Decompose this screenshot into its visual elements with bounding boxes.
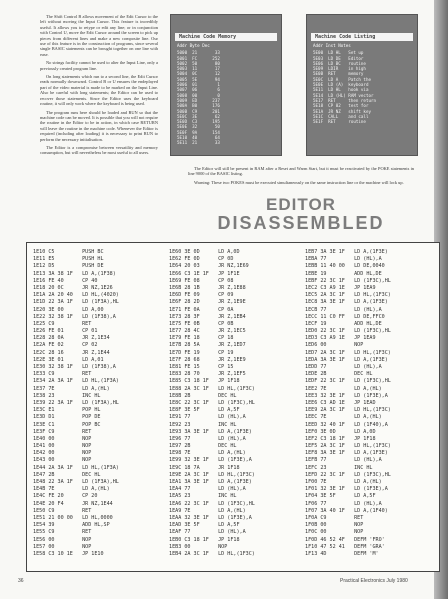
page-number: 36 [18, 578, 24, 584]
listing-line: 1EDF 22 3C 1F LD (1F3C),HL [305, 378, 391, 385]
listing-line: 1ED3 C3 A9 1E JP 1EA9 [305, 335, 376, 342]
listing-line: 1E37 7E LD A,(HL) [33, 385, 110, 392]
listing-line: 1EA5 23 INC HL [169, 493, 237, 500]
listing-line: 1E10 C5 PUSH BC [33, 249, 104, 255]
listing-line: 1EBE 19 ADD HL,DE [305, 270, 382, 277]
article-body-text [40, 14, 158, 264]
listing-line: 1E43 00 NOP [33, 457, 92, 464]
listing-line: 1E40 00 NOP [33, 435, 92, 442]
listing-line: 1ED7 2A 3C 1F LD HL,(1F3C) [305, 349, 391, 356]
listing-line: 1E42 00 NOP [33, 450, 92, 457]
listing-line: 1E38 23 INC HL [33, 392, 101, 399]
screen-row: 5008 00 0 [177, 92, 220, 98]
listing-line: 1ED6 00 NOP [305, 342, 364, 349]
listing-line: 1E1A 2A 20 40 LD HL,(4020) [33, 292, 119, 299]
screen-row: 5E06 LD BC routine [313, 60, 366, 66]
title-line-editor: EDITOR [266, 195, 336, 214]
listing-line: 1EAF 77 LD (HL),A [169, 529, 246, 536]
screen-subheader: Addr Byte Dec [177, 43, 210, 48]
listing-line: 1E3E C1 POP BC [33, 421, 101, 428]
listing-line: 1E73 28 3F JR Z,1EB4 [169, 313, 246, 320]
listing-line: 1E88 2A 3C 1F LD HL,(1F3C) [169, 385, 255, 392]
screen-row: 5E1F RET routine [313, 119, 366, 125]
listing-line: 1E3F C9 RET [33, 428, 92, 435]
listing-line: 1E41 00 NOP [33, 443, 92, 450]
screen-rows [307, 48, 417, 126]
listing-line: 1EF5 2A 3C 1F LD HL,(1F3C) [305, 443, 391, 450]
listing-line: 1EE2 7E LD A,(HL) [305, 385, 382, 392]
screen-row: 5002 50 80 [177, 60, 220, 66]
listing-line: 1F01 32 3E 1F LD (1F3E),A [305, 486, 388, 493]
listing-line: 1ED0 22 3C 1F LD (1F3C),HL [305, 328, 391, 335]
screen-row: 5006 01 1 [177, 82, 220, 88]
listing-line: 1E9E 2A 3C 1F LD HL,(1F3C) [169, 471, 255, 478]
listing-line: 1E58 C3 10 1E JP 1E10 [33, 550, 104, 557]
screen-row: 5004 0C 12 [177, 71, 220, 77]
listing-line: 1E39 22 3A 1F LD (1F3A),HL [33, 399, 119, 406]
screen-header: Machine Code Listing [311, 33, 413, 41]
title-line-disassembled: DISASSEMBLED [217, 213, 385, 233]
listing-line: 1E98 7E LD A,(HL) [169, 450, 246, 457]
listing-line: 1E16 FE 40 CP 40 [33, 277, 98, 284]
screen-row: 5E0F 9A 154 [177, 129, 220, 135]
listing-line: 1EDD 77 LD (HL),A [305, 364, 382, 370]
listing-line: 1E25 C9 RET [33, 320, 92, 327]
screen-row: 5E0B RET memory [313, 71, 364, 77]
screen-row: 5E11 LD HL hook via [313, 87, 369, 93]
listing-line: 1E6F 28 2D JR Z,1E9E [169, 299, 246, 306]
screen-row: 5E0D C3 195 [177, 119, 220, 125]
listing-line: 1F00 7E LD A,(HL) [305, 479, 382, 485]
listing-line: 1E93 3A 3E 1F LD A,(1F3E) [169, 428, 252, 435]
listing-line: 1F0B 00 NOP [305, 522, 364, 529]
listing-line: 1E3D D1 POP DE [33, 414, 101, 421]
screen-row: 5E1C CALL and call [313, 113, 369, 119]
listing-line: 1F07 3A 40 1F LD A,(1F40) [305, 507, 388, 514]
listing-line: 1E81 FE 15 CP 15 [169, 364, 234, 370]
listing-line: 1E28 28 0A JR Z,1E34 [33, 335, 110, 342]
listing-line: 1F06 77 LD (HL),A [305, 500, 382, 507]
listing-line: 1EB7 3A 3E 1F LD A,(1F3E) [305, 249, 388, 255]
listing-line: 1EA6 22 3C 1F LD (1F3C),HL [169, 500, 255, 507]
listing-line: 1ECC 11 C0 FF LD DE,FFC0 [305, 313, 385, 320]
listing-line: 1EDA 3A 3E 1F LD A,(1F3E) [305, 356, 388, 363]
screen-row: 5E1A JR NZ shift key [313, 108, 371, 114]
screen-row: 5E0C 3E 62 [177, 113, 220, 119]
listing-line: 1E79 FE 18 CP 18 [169, 335, 234, 342]
listing-line: 1EBB 11 40 00 LD DE,0040 [305, 263, 385, 270]
listing-line: 1ECB 77 LD (HL),A [305, 306, 382, 313]
screen-header: Machine Code Memory [175, 33, 277, 41]
listing-line: 1E1D 22 3A 1F LD (1F3A),HL [33, 299, 119, 306]
listing-line: 1E47 2B DEC HL [33, 471, 101, 478]
listing-line: 1E64 20 03 JR NZ,1E69 [169, 263, 249, 270]
listing-line: 1E92 23 INC HL [169, 421, 237, 428]
listing-line: 1E62 FE 0D CP 0D [169, 256, 234, 263]
listing-line: 1EC5 2A 3C 1F LD HL,(1F3C) [305, 292, 391, 299]
listing-line: 1E85 C3 18 1F JP 1F18 [169, 378, 240, 385]
listing-line: 1EFD 22 3C 1F LD (1F3C),HL [305, 471, 391, 478]
listing-line: 1E12 D5 PUSH DE [33, 263, 104, 270]
listing-line: 1E8F 3E 5F LD A,5F [169, 407, 240, 414]
listing-line: 1E99 32 3E 1F LD (1F3E),A [169, 457, 252, 464]
listing-line: 1EBF 22 3C 1F LD (1F3C),HL [305, 277, 391, 284]
listing-line: 1EFC 23 INC HL [305, 464, 373, 471]
listing-line: 1E51 21 00 00 LD HL,0000 [33, 514, 113, 521]
screen-photo-memory [170, 14, 282, 156]
listing-line: 1EC2 C3 A9 1E JP 1EA9 [305, 284, 376, 291]
article-title [178, 196, 424, 233]
listing-line: 1E26 FE 01 CP 01 [33, 328, 98, 335]
screen-row: 5E0E LD (A) keyboard [313, 82, 369, 88]
listing-line: 1E11 E5 PUSH HL [33, 256, 104, 263]
listing-line: 1E96 77 LD (HL),A [169, 435, 246, 442]
screen-row: 500A B0 176 [177, 103, 220, 109]
listing-line: 1E2C 28 16 JR Z,1E44 [33, 349, 110, 356]
listing-line: 1EE3 32 3E 1F LD (1F3E),A [305, 392, 388, 399]
listing-line: 1F0C 00 NOP [305, 529, 364, 536]
screen-row: 5E14 LD (HL) RAM vector [313, 92, 374, 98]
listing-line: 1F04 3E 5F LD A,5F [305, 493, 376, 500]
listing-line: 1E7B 28 5A JR Z,1ED7 [169, 342, 246, 349]
listing-line: 1E13 3A 38 1F LD A,(1F38) [33, 270, 116, 277]
screen-photo-listing [306, 14, 418, 156]
listing-line: 1E2E 3E 01 LD A,01 [33, 356, 104, 363]
listing-column-3 [305, 249, 433, 558]
paragraph: The Shift Control B allows movement of the Edit Cursor to the left without moving the Input Cursor. This feature is incredibly useful. It allows you to retype or edit any line; or in conjunction with Control U, move the Edit Cursor around the screen to pick up pieces from different lines and make a new composite line. Our use of this feature is in the construction of programs, since several single BASIC statements can be brought together on one line with ease. [40, 14, 158, 57]
listing-line: 1F0A C9 RET [305, 514, 364, 521]
screen-row: 5E17 RET then return [313, 97, 377, 103]
listing-line: 1EA9 7E LD A,(HL) [169, 507, 246, 514]
listing-line: 1EB3 00 NOP [169, 543, 228, 550]
listing-line: 1E8B 2B DEC HL [169, 392, 237, 399]
listing-line: 1E33 C9 RET [33, 371, 92, 378]
listing-line: 1F13 4D DEFM 'M' [305, 550, 379, 557]
listing-line: 1EE9 2A 3C 1F LD HL,(1F3C) [305, 407, 391, 414]
listing-line: 1E97 2B DEC HL [169, 443, 237, 450]
listing-line: 1E4C FE 20 CP 20 [33, 493, 98, 500]
screen-row: 5E0C LD A Patch the [313, 76, 371, 82]
screen-row: 5E10 40 64 [177, 135, 220, 141]
listing-line: 1EB4 2A 3C 1F LD HL,(1F3C) [169, 550, 255, 557]
screen-row: 5009 ED 237 [177, 97, 220, 103]
listing-column-1 [33, 249, 161, 558]
screen-row: 5E09 LDIR in high [313, 66, 366, 72]
listing-line: 1E18 20 0C JR NZ,1E26 [33, 284, 113, 291]
screen-row: 5001 FC 252 [177, 55, 220, 61]
listing-line: 1E20 3E 00 LD A,00 [33, 306, 104, 313]
listing-line: 1E71 FE 0A CP 0A [169, 306, 234, 313]
listing-column-2 [169, 249, 297, 558]
listing-line: 1EA4 77 LD (HL),A [169, 486, 246, 493]
listing-line: 1E50 C9 RET [33, 507, 92, 514]
listing-line: 1E7D FE 19 CP 19 [169, 349, 234, 356]
screen-row: 5E03 LD DE Editor [313, 55, 364, 61]
screen-row: 5003 11 17 [177, 66, 220, 72]
screen-row: 5E0E 32 50 [177, 124, 220, 130]
paragraph: The Editor is a compromise between versatility and memory consumption, but will nevertheless be most useful to all users. [40, 144, 158, 156]
listing-line: 1E48 22 3A 1F LD (1F3A),HL [33, 479, 119, 485]
listing-line: 1EC8 3A 3E 1F LD A,(1F3E) [305, 299, 388, 306]
listing-line: 1E54 39 ADD HL,SP [33, 522, 110, 529]
listing-line: 1E44 2A 3A 1F LD HL,(1F3A) [33, 464, 119, 471]
listing-line: 1E3C E1 POP HL [33, 407, 101, 414]
listing-line: 1E9C 18 7A JR 1F18 [169, 464, 240, 471]
magazine-footer: Practical Electronics July 1980 [340, 578, 408, 584]
listing-line: 1ECF 19 ADD HL,DE [305, 320, 382, 327]
paragraph: On long statements which run to a second line, the Edit Cursor reads normally downward. Control B or U ensures the endeplayed part of the video material is made to be marked on the Input Line. Also be careful with long statements; the Editor can be used to recover those statements. Since the Editor uses the keyboard routine, it will only work where the keyboard is being used. [40, 74, 158, 107]
listing-line: 1E2A FE 02 CP 02 [33, 342, 98, 349]
listing-line: 1EDE 2B DEC HL [305, 371, 373, 378]
listing-line: 1E77 28 4C JR Z,1EC5 [169, 328, 246, 335]
screen-row: 5E18 CP 02 test for [313, 103, 369, 109]
listing-line: 1E91 77 LD (HL),A [169, 414, 246, 421]
listing-line: 1E55 C9 RET [33, 529, 92, 536]
listing-line: 1E30 32 38 1F LD (1F38),A [33, 364, 116, 370]
screen-row: 5E00 LD HL Set up [313, 50, 364, 56]
listing-line: 1E69 FE 08 CP 08 [169, 277, 234, 284]
listing-line: 1EFB 77 LD (HL),A [305, 457, 382, 464]
listing-line: 1EAA 32 3E 1F LD (1F3E),A [169, 514, 252, 521]
paragraph: No strings facility cannot be used to alter the Input Line, only a previously created program line. [40, 60, 158, 71]
listing-line: 1EA1 3A 3E 1F LD A,(1F3E) [169, 479, 252, 485]
listing-line: 1EF0 3E 0D LD A,0D [305, 428, 376, 435]
listing-line: 1EE6 C3 AD 1E JP 1EAD [305, 399, 376, 406]
listing-line: 1E83 28 70 JR Z,1EF5 [169, 371, 246, 378]
listing-line: 1E60 3E 0D LD A,0D [169, 249, 240, 255]
screen-rows [171, 48, 281, 147]
listing-line: 1EED 32 40 1F LD (1F40),A [305, 421, 388, 428]
screen-row: 5E11 21 33 [177, 140, 220, 146]
listing-line: 1E4B 7E LD A,(HL) [33, 486, 110, 493]
screen-row: 5005 5E 94 [177, 76, 220, 82]
screen-row: 5007 06 6 [177, 87, 220, 93]
paragraph: The Editor will still be present in RAM after a Reset and Warm Start, but it must be reactivated by the POKE statements in line 9000 of the BASIC listing. [188, 166, 414, 177]
listing-line: 1F10 47 52 41 DEFM 'GRA' [305, 543, 385, 550]
listing-line: 1E4E 20 F4 JR NZ,1E44 [33, 500, 113, 507]
listing-line: 1EF2 C3 18 1F JP 1F18 [305, 435, 376, 442]
listing-line: 1F0D 46 52 4F DEFM 'FRO' [305, 536, 385, 543]
listing-line: 1E57 00 NOP [33, 543, 92, 550]
listing-line: 1EB0 C3 18 1F JP 1F18 [169, 536, 240, 543]
listing-line: 1E7F 28 68 JR Z,1EE9 [169, 356, 246, 363]
disassembly-listing [26, 242, 440, 572]
screen-subheader: Addr Inst Notes [313, 43, 351, 48]
listing-line: 1EBA 77 LD (HL),A [305, 256, 382, 263]
listing-line: 1E8C 22 3C 1F LD (1F3C),HL [169, 399, 255, 406]
listing-line: 1EAD 3E 5F LD A,5F [169, 522, 240, 529]
screen-row: 5000 21 33 [177, 50, 220, 56]
listing-line: 1E66 C3 1E 1F JP 1F1E [169, 270, 240, 277]
listing-line: 1E6D FE 09 CP 09 [169, 292, 234, 299]
listing-line: 1E22 32 38 1F LD (1F38),A [33, 313, 116, 320]
listing-line: 1E56 00 NOP [33, 536, 92, 543]
listing-line: 1EEC 7E LD A,(HL) [305, 414, 382, 421]
paragraph: The program runs here should be loaded and RUN so that the machine code can be moved. It is possible that you will not require the routine in the Editor to be in action, in which case RETURN will leave the routine in the machine code. Whenever the Editor is required (including after loading) it is necessary to print RUN to perform the necessary initialisation. [40, 109, 158, 142]
listing-line: 1E6B 28 1B JR Z,1E88 [169, 284, 246, 291]
paragraph: Warning: These two POKES must be executed simultaneously on the same instruction line or the machine will lock up. [194, 179, 404, 185]
article-caption-text [188, 166, 414, 188]
listing-line: 1E75 FE 0B CP 0B [169, 320, 234, 327]
listing-line: 1EF8 3A 3E 1F LD A,(1F3E) [305, 450, 388, 457]
screen-row: 500B C9 201 [177, 108, 220, 114]
listing-line: 1E34 2A 3A 1F LD HL,(1F3A) [33, 378, 119, 385]
